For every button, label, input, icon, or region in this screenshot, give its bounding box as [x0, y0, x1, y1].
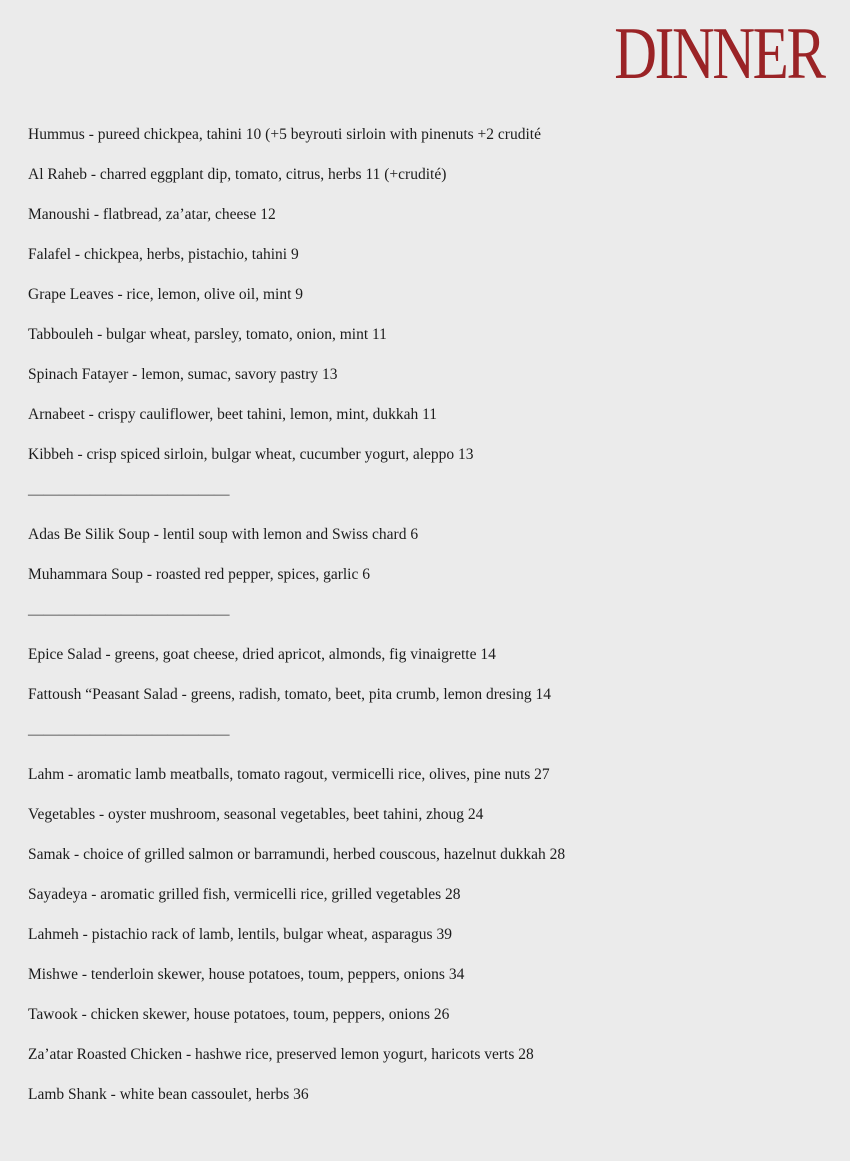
page-title: DINNER — [614, 13, 824, 95]
menu-item-lahmeh: Lahmeh - pistachio rack of lamb, lentils, bulgar wheat, asparagus 39 — [28, 926, 452, 943]
menu-item-zaatar-chicken: Za’atar Roasted Chicken - hashwe rice, preserved lemon yogurt, haricots verts 28 — [28, 1046, 534, 1063]
menu-item-spinach-fatayer: Spinach Fatayer - lemon, sumac, savory pastry 13 — [28, 366, 338, 383]
menu-item-sayadeya: Sayadeya - aromatic grilled fish, vermicelli rice, grilled vegetables 28 — [28, 886, 461, 903]
menu-item-fattoush: Fattoush “Peasant Salad - greens, radish, tomato, beet, pita crumb, lemon dresing 14 — [28, 686, 552, 703]
menu-item-arnabeet: Arnabeet - crispy cauliflower, beet tahini, lemon, mint, dukkah 11 — [28, 406, 438, 423]
section-divider: ————————————— — [28, 606, 230, 623]
menu-item-adas-soup: Adas Be Silik Soup - lentil soup with lemon and Swiss chard 6 — [28, 526, 419, 543]
menu-item-epice-salad: Epice Salad - greens, goat cheese, dried apricot, almonds, fig vinaigrette 14 — [28, 646, 496, 663]
menu-item-tawook: Tawook - chicken skewer, house potatoes, toum, peppers, onions 26 — [28, 1006, 450, 1023]
menu-item-lahm: Lahm - aromatic lamb meatballs, tomato ragout, vermicelli rice, olives, pine nuts 27 — [28, 766, 550, 783]
menu-list — [28, 123, 822, 1123]
menu-item-muhammara-soup: Muhammara Soup - roasted red pepper, spices, garlic 6 — [28, 566, 370, 583]
section-divider: ————————————— — [28, 726, 230, 743]
menu-item-vegetables: Vegetables - oyster mushroom, seasonal vegetables, beet tahini, zhoug 24 — [28, 806, 484, 823]
menu-item-al-raheb: Al Raheb - charred eggplant dip, tomato, citrus, herbs 11 (+crudité) — [28, 166, 447, 183]
menu-item-grape-leaves: Grape Leaves - rice, lemon, olive oil, mint 9 — [28, 286, 304, 303]
menu-item-samak: Samak - choice of grilled salmon or barramundi, herbed couscous, hazelnut dukkah 28 — [28, 846, 566, 863]
menu-item-manoushi: Manoushi - flatbread, za’atar, cheese 12 — [28, 206, 276, 223]
menu-item-lamb-shank: Lamb Shank - white bean cassoulet, herbs 36 — [28, 1086, 309, 1103]
menu-item-falafel: Falafel - chickpea, herbs, pistachio, tahini 9 — [28, 246, 299, 263]
menu-item-hummus: Hummus - pureed chickpea, tahini 10 (+5 beyrouti sirloin with pinenuts +2 crudité — [28, 126, 541, 143]
menu-item-tabbouleh: Tabbouleh - bulgar wheat, parsley, tomato, onion, mint 11 — [28, 326, 387, 343]
menu-item-kibbeh: Kibbeh - crisp spiced sirloin, bulgar wheat, cucumber yogurt, aleppo 13 — [28, 446, 474, 463]
menu-item-mishwe: Mishwe - tenderloin skewer, house potatoes, toum, peppers, onions 34 — [28, 966, 465, 983]
section-divider: ————————————— — [28, 486, 230, 503]
